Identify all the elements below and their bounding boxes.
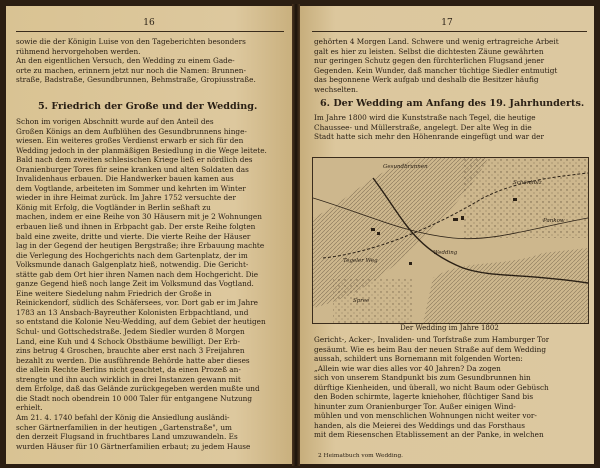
text-line: hinunter zum Oranienburger Tor. Außer einigen Wind- [314, 401, 516, 411]
section-heading-6: 6. Der Wedding am Anfang des 19. Jahrhunderts. [320, 98, 585, 109]
text-line: bezahlt zu werden. Die ausführende Behörde hatte aber dieses [16, 355, 250, 365]
text-line: rühmend hervorgehoben werden. [16, 46, 141, 56]
text-line: aussah, schildert uns Bornemann mit folgenden Worten: [314, 354, 523, 364]
text-line: mit dem Riesenschen Etablissement an der Panke, in welchen [314, 430, 544, 440]
text-line: handen, als die Meierei des Weddings und das Forsthaus [314, 420, 525, 430]
map-label: Spree [353, 298, 370, 304]
text-line: Oranienburger Tores für seine kranken und alten Soldaten das [16, 164, 249, 174]
section-heading-5: 5. Friedrich der Große und der Wedding. [38, 101, 258, 112]
historic-map-1802 [312, 157, 589, 324]
text-line: Eine weitere Siedelung nahm Friedrich der Große in [16, 288, 212, 298]
text-line: machen, indem er eine Reihe von 30 Häusern mit je 2 Wohnungen [16, 212, 262, 222]
text-line: scher Gärtnerfamilien in der heutigen „Gartenstraße", um [16, 422, 232, 432]
text-line: gehörten 4 Morgen Land. Schwere und wenig ertragreiche Arbeit [314, 37, 559, 46]
right-mid-text [314, 113, 544, 142]
text-line: Im Jahre 1800 wird die Kunststraße nach Tegel, die heutige [314, 113, 536, 122]
text-line: die allein Rechte Berlins nicht geachtet, da einen Prozeß an- [16, 365, 241, 375]
text-line: dem Vogtlande, arbeiteten im Sommer und kehrten im Winter [16, 183, 246, 193]
text-line: den Boden schirmte, lagerte kniehoher, flüchtiger Sand bis [314, 392, 534, 402]
text-line: orte zu machen, erinnern jetzt nur noch die Namen: Brunnen- [16, 65, 246, 75]
text-line: Bald nach dem zweiten schlesischen Kriege ließ er nördlich des [16, 155, 253, 165]
header-rule-left [16, 31, 284, 32]
left-page [6, 6, 292, 464]
text-line: sowie die der Königin Luise von den Tageberichten besonders [16, 37, 246, 46]
map-label: Schönholz [513, 180, 542, 186]
text-line: Stadt hatte sich mehr den Höhenrande eingefügt und war der [314, 132, 544, 142]
text-line: bald eine zweite, dritte und vierte. Die vierte Reihe der Häuser [16, 231, 251, 241]
text-line: König mit Erfolg, die Vogtländer in Berlin seßhaft zu [16, 202, 211, 212]
text-line: strengte und ihn auch wirklich in drei Instanzen gewann mit [16, 374, 241, 384]
text-line: Volksmunde danach Galgenplatz hieß, notwendig. Die Gericht- [16, 260, 249, 270]
text-line: die Verlegung des Hochgerichts nach dem Gartenplatz, der im [16, 250, 248, 260]
map-label: Gesundbrunnen [383, 164, 428, 170]
text-line: wiesen. Ein weiteres großes Verdienst erwarb er sich für den [16, 136, 244, 146]
text-line: wieder in ihre Heimat zurück. Im Jahre 1752 versuchte der [16, 193, 236, 203]
right-bottom-text [314, 335, 549, 440]
text-line: mühlen und von menschlichen Wohnungen nicht weiter vor- [314, 411, 537, 421]
book-gutter [292, 4, 300, 466]
text-line: den derzeit Flugsand in fruchtbares Land umzuwandeln. Es [16, 432, 238, 442]
text-line: stätte gab dem Ort hier ihren Namen nach dem Hochgericht. Die [16, 269, 259, 279]
right-page [300, 6, 594, 464]
text-line: wurden Häuser für 10 Gärtnerfamilien erbaut; zu jedem Hause [16, 441, 251, 451]
footnote: 2 Heimatbuch vom Wedding. [318, 453, 404, 459]
text-line: dürftige Kienheiden, und überall, wo nicht Baum oder Gebüsch [314, 382, 549, 392]
text-line: Wedding jedoch in der planmäßigen Besiedlung in die Wege leitete. [16, 145, 267, 155]
text-line: „Allein wie war dies alles vor 40 Jahren? Da zogen [314, 363, 501, 373]
map-label: Tegeler Weg [343, 258, 378, 264]
page-number-right: 17 [441, 18, 453, 28]
text-line: galt es hier zu leisten. Selbst die dichtesten Zäune gewährten [314, 46, 544, 56]
text-line: straße, Badstraße, Gesundbrunnen, Behmstraße, Gropiusstraße. [16, 75, 256, 85]
text-line: nur geringen Schutz gegen den fürchterlichen Flugsand jener [314, 56, 545, 66]
text-line: Großen Königs an dem Aufblühen des Gesundbrunnens hinge- [16, 126, 247, 136]
text-line: sich von unserem Standpunkt bis zum Gesundbrunnen hin [314, 373, 531, 383]
text-line: erbauen ließ und ihnen in Erbpacht gab. Der erste Reihe folgten [16, 222, 256, 232]
map-caption: Der Wedding im Jahre 1802 [400, 324, 499, 332]
text-line: erhielt. [16, 403, 43, 413]
text-line: die Stadt noch obendrein 10 000 Taler für entgangene Nutzung [16, 393, 253, 403]
text-line: Schon im vorigen Abschnitt wurde auf den Anteil des [16, 117, 214, 126]
text-line: das begonnene Werk aufgab und deshalb die Besitzer häufig [314, 75, 539, 85]
text-line: lag in der Gegend der heutigen Bergstraße; ihre Erbauung machte [16, 241, 265, 251]
text-line: wechselten. [314, 84, 359, 94]
right-intro-text [314, 37, 559, 94]
text-line: zins betrug 4 Groschen, brauchte aber erst nach 3 Freijahren [16, 346, 245, 356]
page-number-left: 16 [143, 18, 155, 28]
text-line: so entstand die Kolonie Neu-Wedding, auf dem Gebiet der heutigen [16, 317, 266, 327]
text-line: dem Erfolge, daß das Gelände zurückgegeben werden mußte und [16, 384, 260, 394]
text-line: Gericht-, Acker-, Invaliden- und Torfstraße zum Hamburger Tor [314, 335, 550, 344]
text-line: Invalidenhaus erbauen. Die Handwerker bauen kamen aus [16, 174, 234, 184]
left-intro-text [16, 37, 256, 85]
map-label: Pankow [543, 218, 565, 224]
text-line: Land, eine Kuh und 4 Schock Obstbäume bewilligt. Der Erb- [16, 336, 240, 346]
text-line: An den eigentlichen Versuch, den Wedding zu einem Gade- [16, 56, 235, 66]
text-line: Gegenden. Kein Wunder, daß mancher tüchtige Siedler entmutigt [314, 65, 558, 75]
text-line: Chaussee- und Müllerstraße, angelegt. Der alte Weg in die [314, 122, 532, 132]
text-line: Am 21. 4. 1740 befahl der König die Ansiedlung ausländi- [16, 412, 230, 422]
text-line: Schul- und Gottschedstraße. Jedem Siedler wurden 8 Morgen [16, 327, 245, 337]
header-rule-right [312, 31, 587, 32]
text-line: ganze Gegend hieß noch lange Zeit im Volksmund das Vogtland. [16, 279, 254, 289]
left-body-text [16, 117, 267, 451]
text-line: gesäumt. Wie es beim Bau der neuen Straße auf dem Wedding [314, 344, 546, 354]
text-line: 1783 an 13 Ansbach-Bayreuther Kolonisten Erbpachtland, und [16, 307, 249, 317]
map-label: Wedding [433, 250, 458, 256]
text-line: Reinickendorf, südlich des Schäfersees, vor. Dort gab er im Jahre [16, 298, 259, 308]
